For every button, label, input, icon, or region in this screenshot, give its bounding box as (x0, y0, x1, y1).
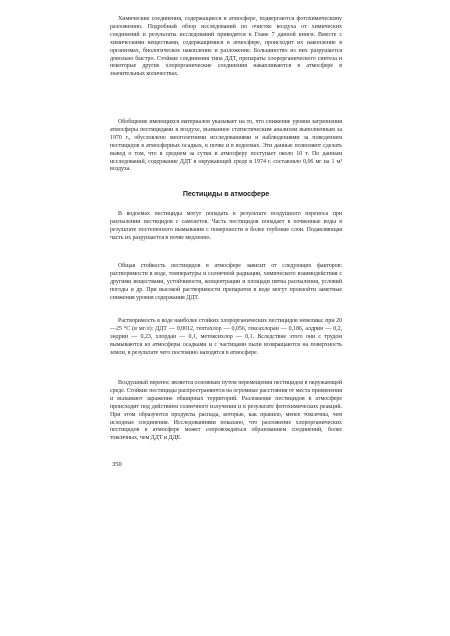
paragraph-stability-factors (110, 263, 342, 303)
paragraph-summary (110, 119, 342, 174)
paragraph-text: Общая стойкость пестицидов в атмосфере зависит от следующих факторов: растворимости в воде, температуры и солнечной радиации, химического взаимодействия с другими веществами, устойчивости, концентрации и площади пятна распыления, условий погоды и др. При высокой растворимости препаратов в воде могут произойти заметные снижения уровня содержания ДДТ. (110, 263, 342, 301)
page-number: 350 (112, 461, 122, 468)
paragraph-solubility (110, 318, 342, 358)
paragraph-water-bodies (110, 211, 342, 243)
paragraph-text: Растворимость в воде наиболее стойких хлорорганических пестицидов невелика: при 20—25 °С (в мг/л): ДДТ — 0,0012, гептахлор — 0,056, гексахлоран — 0,186, алдрин — 0,2, эндрин — 0,23, хлордан — 0,1, метоксихлор — 0,1. Вследствие этого они с трудом вымываются из атмосферы осадками и с частицами пыли возвращаются на поверхность земли, в результате чего постоянно находятся в атмосфере. (110, 318, 342, 356)
paragraph-text: Воздушный перенос является основным путем перемещения пестицидов в окружающей среде. Стойкие пестициды распространяются на огромные расстояния от места применения и вызывают заражение обширных территорий. Разложение пестицидов в атмосфере происходит под действием солнечного излучения и в результате фотохимических реакций. При этом образуются продукты распада, которые, как правило, менее токсичны, чем исходные соединения. Исследованиями показано, что разложение хлорорганических пестицидов в атмосфере может сопровождаться образованием соединений, более токсичных, чем ДДТ и ДДЕ. (110, 380, 342, 442)
paragraph-text: В водоемах пестициды могут попадать в результате воздушного переноса при распылении пестицидов с самолетов. Часть пестицидов попадает в почвенные воды в результате постепенного вымывания с поверхности в более глубокие слои. Подавляющая часть их разрушается в почве медленно. (110, 211, 342, 241)
paragraph-air-transport (110, 380, 342, 443)
paragraph-atmospheric-compounds (110, 16, 342, 79)
paragraph-text: Обобщение имеющихся материалов указывает на то, что снижение уровня загрязнения атмосферы пестицидами в воздухе, вызванное статистическим анализом выполненным за 1970 г., обусловлено многолетними исследованиями и наблюдениями за поведением пестицидов в атмосферных осадках, в почве и в водоемах. Эти данные позволяют сделать вывод о том, что в среднем за сутки в атмосферу поступает около 10 т. По данным исследований, содержание ДДТ в окружающей среде в 1974 г. составляло 0,06 мг на 1 м³ воздуха. (110, 119, 342, 173)
paragraph-text: Химические соединения, содержащиеся в атмосфере, подвергаются фотохимическому разложению. Подробный обзор исследований по очистке воздуха от химических соединений и результаты исследований приводятся в Главе 7 данной книги. Вместе с химическими веществами, содержащимися в атмосфере, происходит их накопление в организмах, биологическое накопление и разложение. Большинство из них разрушается довольно быстро. Стойкие соединения типа ДДТ, препараты хлорорганического синтеза и некоторые другие хлорорганические соединения накапливаются в атмосфере в значительных количествах. (110, 16, 342, 78)
section-heading: Пестициды в атмосфере (182, 191, 270, 198)
